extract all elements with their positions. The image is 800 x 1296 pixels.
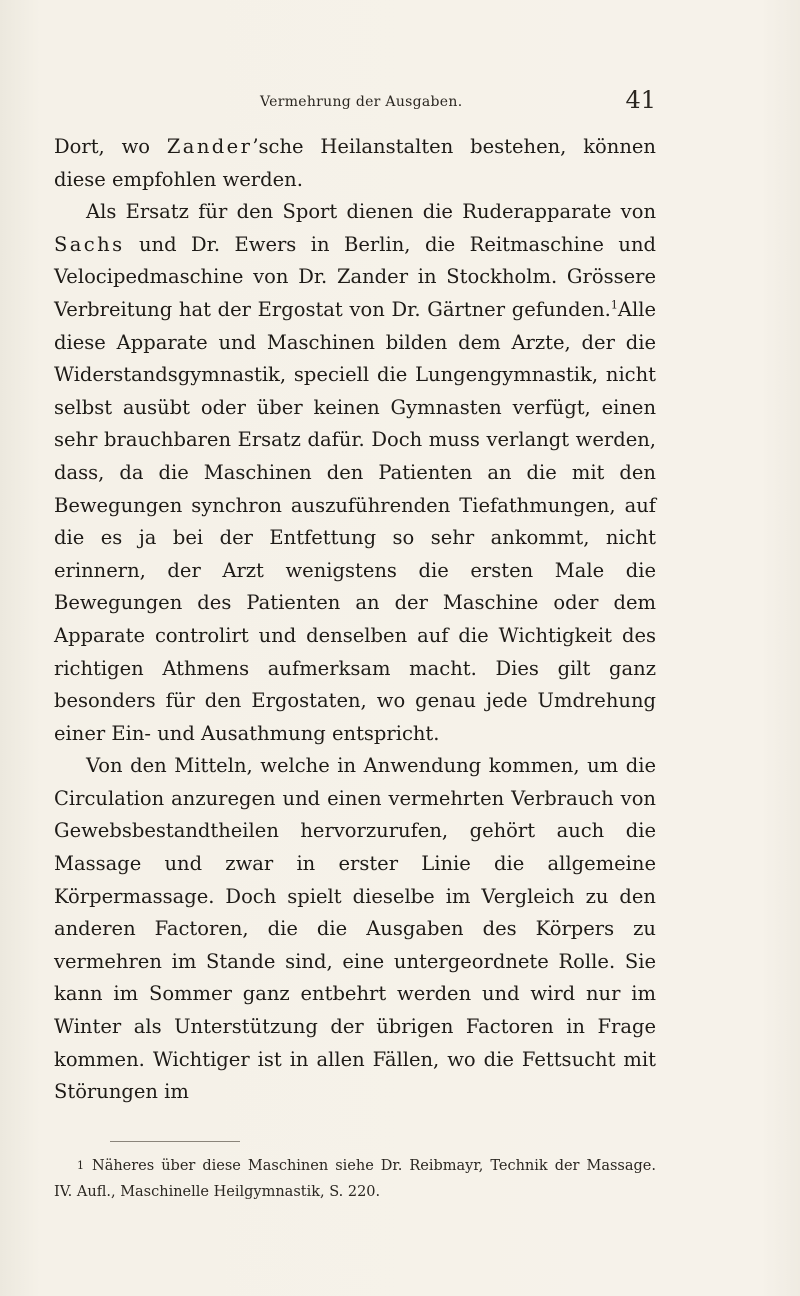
paragraph-2-text-5: gefunden.: [505, 297, 611, 321]
name-sachs: Sachs: [54, 232, 125, 256]
paragraph-1-text-2: ’sche Heilanstalten bestehen, können diese empfohlen werden.: [54, 135, 656, 191]
running-head: Vermehrung der Ausgaben.: [260, 94, 463, 110]
paragraph-2-text-6: Alle diese Apparate und Maschinen bilden dem Arzte, der die Widerstandsgymnastik, speciell die Lungengymnastik, nicht selbst ausübt oder über keinen Gymnasten verfügt, einen sehr brauchbaren Ersatz dafür. Doch muss verlangt werden, dass, da die Maschinen den Patienten an die mit den Bewegungen synchron auszuführenden Tiefathmungen, auf die es ja bei der Entfettung so sehr ankommt, nicht erinnern, der Arzt wenigstens die ersten Male die Bewegungen des Patienten an der Maschine oder dem Apparate controlirt und denselben auf die Wichtigkeit des richtigen Athmens aufmerksam macht. Dies gilt ganz besonders für den Ergostaten, wo genau jede Umdrehung einer Ein- und Ausathmung entspricht.: [54, 297, 656, 745]
paragraph-2-text-2: und: [124, 232, 192, 256]
name-ewers: Dr. Ewers: [191, 232, 297, 256]
name-gaertner: Dr. Gärtner: [391, 297, 506, 321]
paragraph-3: [54, 750, 656, 1109]
footnote-text: Näheres über diese Maschinen siehe Dr. Reibmayr, Technik der Massage. IV. Aufl., Maschinelle Heilgymnastik, S. 220.: [54, 1158, 656, 1200]
paragraph-2-text-3: in Berlin, die Reitmaschine und Velocipedmaschine von: [54, 232, 656, 289]
paragraph-1-text-1: Dort, wo: [54, 135, 167, 158]
footnote: [54, 1153, 656, 1205]
paragraph-2-text-4: in Stockholm. Grössere Verbreitung hat der Ergostat von: [54, 265, 656, 321]
page-header: [54, 88, 656, 118]
page-number: 41: [625, 86, 656, 114]
paragraph-2: [54, 196, 656, 750]
name-zander: Zander: [166, 135, 253, 158]
body-text: [54, 131, 656, 1109]
footnote-rule: [110, 1141, 240, 1142]
paragraph-1: [54, 131, 656, 196]
footnote-mark: 1: [77, 1159, 84, 1172]
name-zander-2: Dr. Zander: [298, 265, 409, 289]
paragraph-2-text-1: Als Ersatz für den Sport dienen die Ruderapparate von: [86, 200, 656, 224]
paragraph-3-text-1: Von den Mitteln, welche in Anwendung kommen, um die Circulation anzuregen und einen vermehrten Verbrauch von Gewebsbestandtheilen hervorzurufen, gehört auch die Massage und zwar in erster Linie die allgemeine Körpermassage. Doch spielt dieselbe im Vergleich zu den anderen Factoren, die die Ausgaben des Körpers zu vermehren im Stande sind, eine untergeordnete Rolle. Sie kann im Sommer ganz entbehrt werden und wird nur im Winter als Unterstützung der übrigen Factoren in Frage kommen. Wichtiger ist in allen Fällen, wo die Fettsucht mit Störungen im: [54, 754, 656, 1104]
footnote-reference: 1: [610, 298, 618, 312]
